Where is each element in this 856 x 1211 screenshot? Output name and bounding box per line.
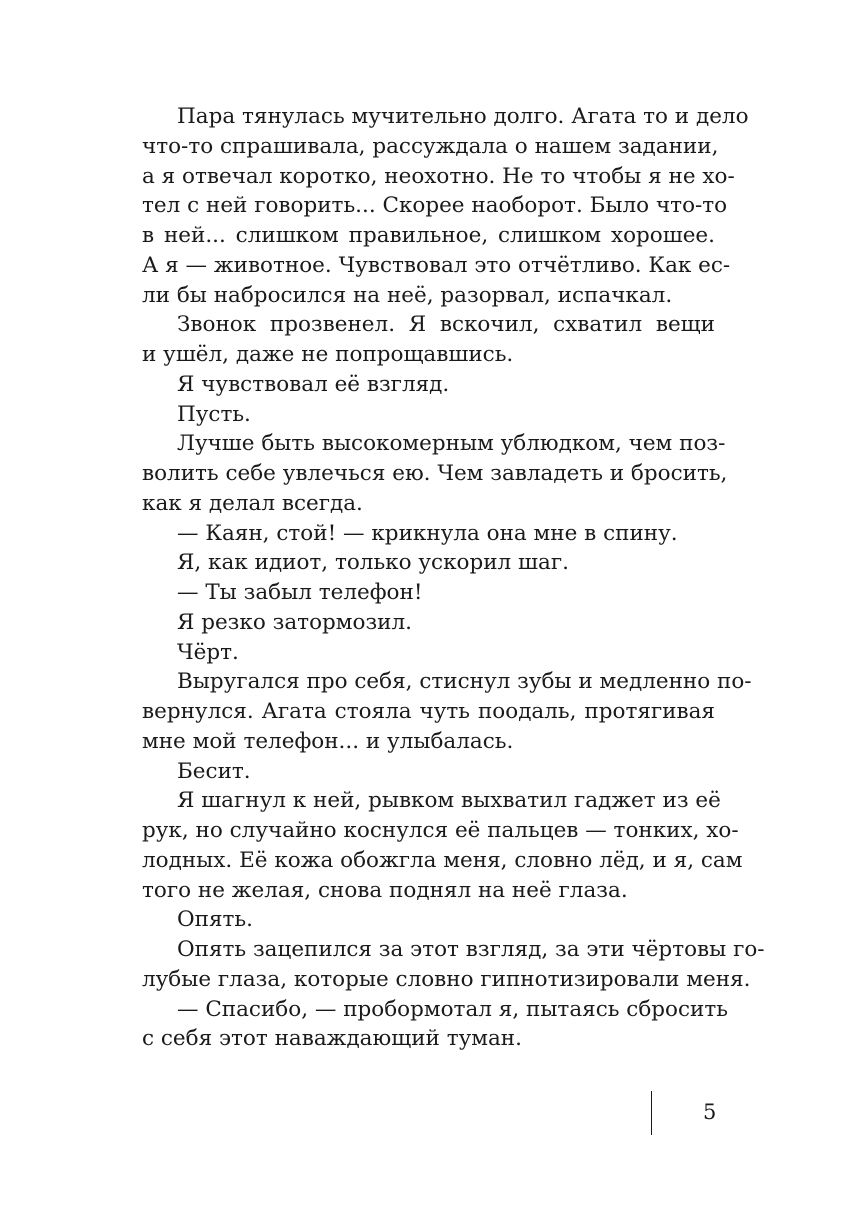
text-line: и ушёл, даже не попрощавшись. <box>142 342 514 367</box>
text-line: Бесит. <box>177 758 251 784</box>
text-line: того не желая, снова поднял на неё глаза. <box>142 877 628 903</box>
text-line: Выругался про себя, стиснул зубы и медленно по- <box>177 669 752 695</box>
text-line: Я чувствовал её взгляд. <box>177 371 450 397</box>
text-line: Пара тянулась мучительно долго. Агата то и дело <box>177 104 749 129</box>
text-line: Пусть. <box>177 401 251 427</box>
footer-divider <box>651 1091 652 1135</box>
page-number: 5 <box>703 1100 717 1124</box>
text-line: Опять. <box>177 907 253 933</box>
text-line: Я, как идиот, только ускорил шаг. <box>177 550 569 576</box>
text-line: Я резко затормозил. <box>177 609 412 635</box>
text-line: А я — животное. Чувствовал это отчётливо. Как ес- <box>142 252 731 278</box>
text-line: как я делал всегда. <box>142 490 363 516</box>
text-line: тел с ней говорить... Скорее наоборот. Было что-то <box>142 193 728 219</box>
text-line: Лучше быть высокомерным ублюдком, чем поз- <box>177 431 726 457</box>
text-line: — Каян, стой! — крикнула она мне в спину. <box>177 520 678 546</box>
text-line: а я отвечал коротко, неохотно. Не то чтобы я не хо- <box>142 163 735 189</box>
body-text <box>142 102 765 1054</box>
text-line: с себя этот наваждающий туман. <box>142 1026 522 1052</box>
text-line: Чёрт. <box>177 639 239 665</box>
text-line: — Спасибо, — пробормотал я, пытаясь сбросить <box>177 996 728 1022</box>
text-line: Я шагнул к ней, рывком выхватил гаджет из её <box>177 788 721 814</box>
text-line: — Ты забыл телефон! <box>177 580 423 605</box>
text-line: Звонок прозвенел. Я вскочил, схватил вещи <box>177 312 715 338</box>
text-line: лубые глаза, которые словно гипнотизировали меня. <box>142 966 751 992</box>
text-line: ли бы набросился на неё, разорвал, испачкал. <box>142 282 673 308</box>
text-line: рук, но случайно коснулся её пальцев — тонких, хо- <box>142 818 739 843</box>
text-line: мне мой телефон... и улыбалась. <box>142 728 514 754</box>
text-line: что-то спрашивала, рассуждала о нашем задании, <box>142 133 719 159</box>
text-line: вернулся. Агата стояла чуть поодаль, протягивая <box>142 699 715 724</box>
text-line: лодных. Её кожа обожгла меня, словно лёд, и я, сам <box>142 847 743 873</box>
text-line: волить себе увлечься ею. Чем завладеть и бросить, <box>142 461 728 486</box>
text-line: в ней... слишком правильное, слишком хорошее. <box>142 223 715 248</box>
text-line: Опять зацепился за этот взгляд, за эти чёртовы го- <box>177 937 765 962</box>
